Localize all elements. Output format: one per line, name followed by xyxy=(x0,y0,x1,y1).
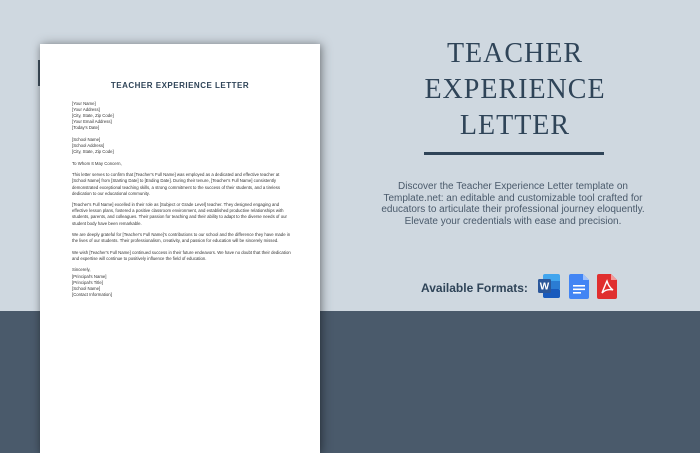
google-docs-icon[interactable] xyxy=(567,272,591,300)
available-formats-label: Available Formats: xyxy=(421,281,528,295)
sender-block xyxy=(72,101,292,131)
word-icon-letter: W xyxy=(539,281,550,293)
recipient-line: [City, State, Zip Code] xyxy=(72,149,114,155)
closing-line: [School Name] xyxy=(72,285,101,291)
word-icon[interactable] xyxy=(537,272,561,300)
closing-block xyxy=(72,267,292,297)
body-paragraph: This letter serves to confirm that [Teacher's Full Name] was employed as a dedicated and effective teacher at [School Name] from [Starting Date] to [Ending Date]. During their tenure, [Teacher's Full Name] consistently demonstrated exceptional teaching skills, a strong commitment to the success of their students, and a tireless dedication to our educational community. xyxy=(72,172,281,196)
pdf-icon[interactable] xyxy=(595,272,619,300)
sender-line: [Today's Date] xyxy=(72,125,100,131)
recipient-block xyxy=(72,137,292,155)
sender-line: [Your Name] xyxy=(72,101,96,106)
closing-line: Sincerely, xyxy=(72,267,91,273)
sender-line: [Your Email Address] xyxy=(72,119,112,125)
salutation: To Whom It May Concern, xyxy=(72,160,122,166)
document-title: TEACHER EXPERIENCE LETTER xyxy=(110,81,250,90)
closing-line: [Principal's Name] xyxy=(72,273,107,279)
hero-title-line: EXPERIENCE xyxy=(424,74,606,105)
body-paragraph: We are deeply grateful for [Teacher's Full Name]'s contributions to our school and the difference they have made in the lives of our students. Their professionalism, creativity, and passion for education will be sincerely missed. xyxy=(72,232,291,244)
body-paragraph: [Teacher's Full Name] excelled in their role as [Subject or Grade Level] teacher. They designed engaging and effective lesson plans, fostered a positive classroom environment, and established productive relationships with students, parents, and colleagues. Their passion for teaching and their ability to adapt to the diverse needs of our student body have been remarkable. xyxy=(72,202,287,226)
title-divider xyxy=(424,152,604,155)
sender-line: [Your Address] xyxy=(72,107,100,113)
sender-line: [City, State, Zip Code] xyxy=(72,113,114,119)
hero-title xyxy=(410,36,620,144)
letter-document-preview xyxy=(40,44,320,453)
template-description: Discover the Teacher Experience Letter template on Template.net: an editable and customizable tool crafted for educators to articulate their professional journey eloquently. Elevate your credentials with ease and precision. xyxy=(381,181,645,227)
body-paragraph: We wish [Teacher's Full Name] continued success in their future endeavors. We have no doubt that their dedication and expertise will continue to positively influence the field of education. xyxy=(72,249,291,261)
recipient-line: [School Address] xyxy=(72,143,105,149)
recipient-line: [School Name] xyxy=(72,136,101,142)
hero-title-line: TEACHER xyxy=(446,38,584,69)
closing-line: [Contact Information] xyxy=(72,291,112,297)
document-body xyxy=(72,101,292,303)
closing-line: [Principal's Title] xyxy=(72,279,103,285)
hero-title-line: LETTER xyxy=(459,110,571,141)
